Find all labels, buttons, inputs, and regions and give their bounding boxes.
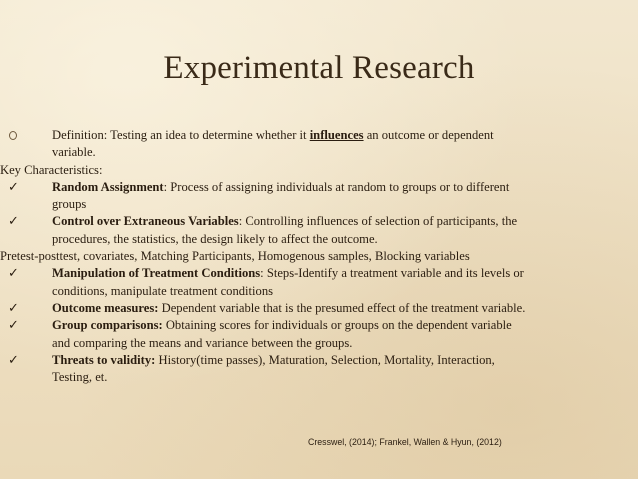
- item-title: Control over Extraneous Variables: [52, 214, 239, 229]
- list-item: [0, 317, 630, 334]
- definition-emphasis: influences: [309, 128, 364, 142]
- checkmark-icon: ✓: [8, 352, 19, 368]
- list-item: [0, 213, 630, 230]
- checkmark-icon: ✓: [8, 266, 19, 282]
- item-title: Outcome measures:: [52, 300, 159, 315]
- item-title: Group comparisons:: [52, 318, 163, 333]
- item-text: : Steps-Identify a treatment variable and its levels or: [260, 266, 524, 281]
- item-text: History(time passes), Maturation, Selection, Mortality, Interaction,: [155, 352, 495, 367]
- slide-title: Experimental Research: [163, 50, 475, 86]
- checkmark-icon: ✓: [8, 179, 19, 195]
- item-text-line2: Testing, et.: [52, 370, 108, 385]
- slide-content: [0, 127, 630, 386]
- definition-prefix: Definition: Testing an idea to determine whether it: [52, 128, 310, 142]
- item-text-line2: groups: [52, 197, 87, 212]
- item-title: Manipulation of Treatment Conditions: [52, 266, 261, 281]
- item-text: : Controlling influences of selection of participants, the: [238, 214, 518, 229]
- definition-suffix: an outcome or dependent: [363, 128, 494, 142]
- item-text-line2: procedures, the statistics, the design likely to affect the outcome.: [52, 231, 378, 246]
- circle-bullet-icon: [9, 131, 17, 140]
- item-title: Threats to validity:: [52, 352, 156, 367]
- checkmark-icon: ✓: [8, 318, 19, 334]
- pretest-line: Pretest-posttest, covariates, Matching Participants, Homogenous samples, Blocking variables: [0, 249, 470, 264]
- definition-bullet: [0, 127, 630, 144]
- item-title: Random Assignment: [52, 179, 164, 194]
- list-item: [0, 352, 630, 369]
- checkmark-icon: ✓: [8, 214, 19, 230]
- item-text: Obtaining scores for individuals or groups on the dependent variable: [162, 318, 512, 333]
- list-item: [0, 265, 630, 282]
- key-characteristics-label: Key Characteristics:: [0, 162, 103, 177]
- list-item: [0, 300, 630, 317]
- definition-line2: variable.: [52, 145, 96, 160]
- item-text-line2: conditions, manipulate treatment conditions: [52, 283, 274, 298]
- item-text: Dependent variable that is the presumed effect of the treatment variable.: [158, 300, 526, 315]
- list-item: [0, 179, 630, 196]
- item-text: : Process of assigning individuals at random to groups or to different: [163, 179, 510, 194]
- item-text-line2: and comparing the means and variance between the groups.: [52, 335, 353, 350]
- checkmark-icon: ✓: [8, 300, 19, 316]
- citation: Cresswel, (2014); Frankel, Wallen & Hyun, (2012): [308, 437, 502, 447]
